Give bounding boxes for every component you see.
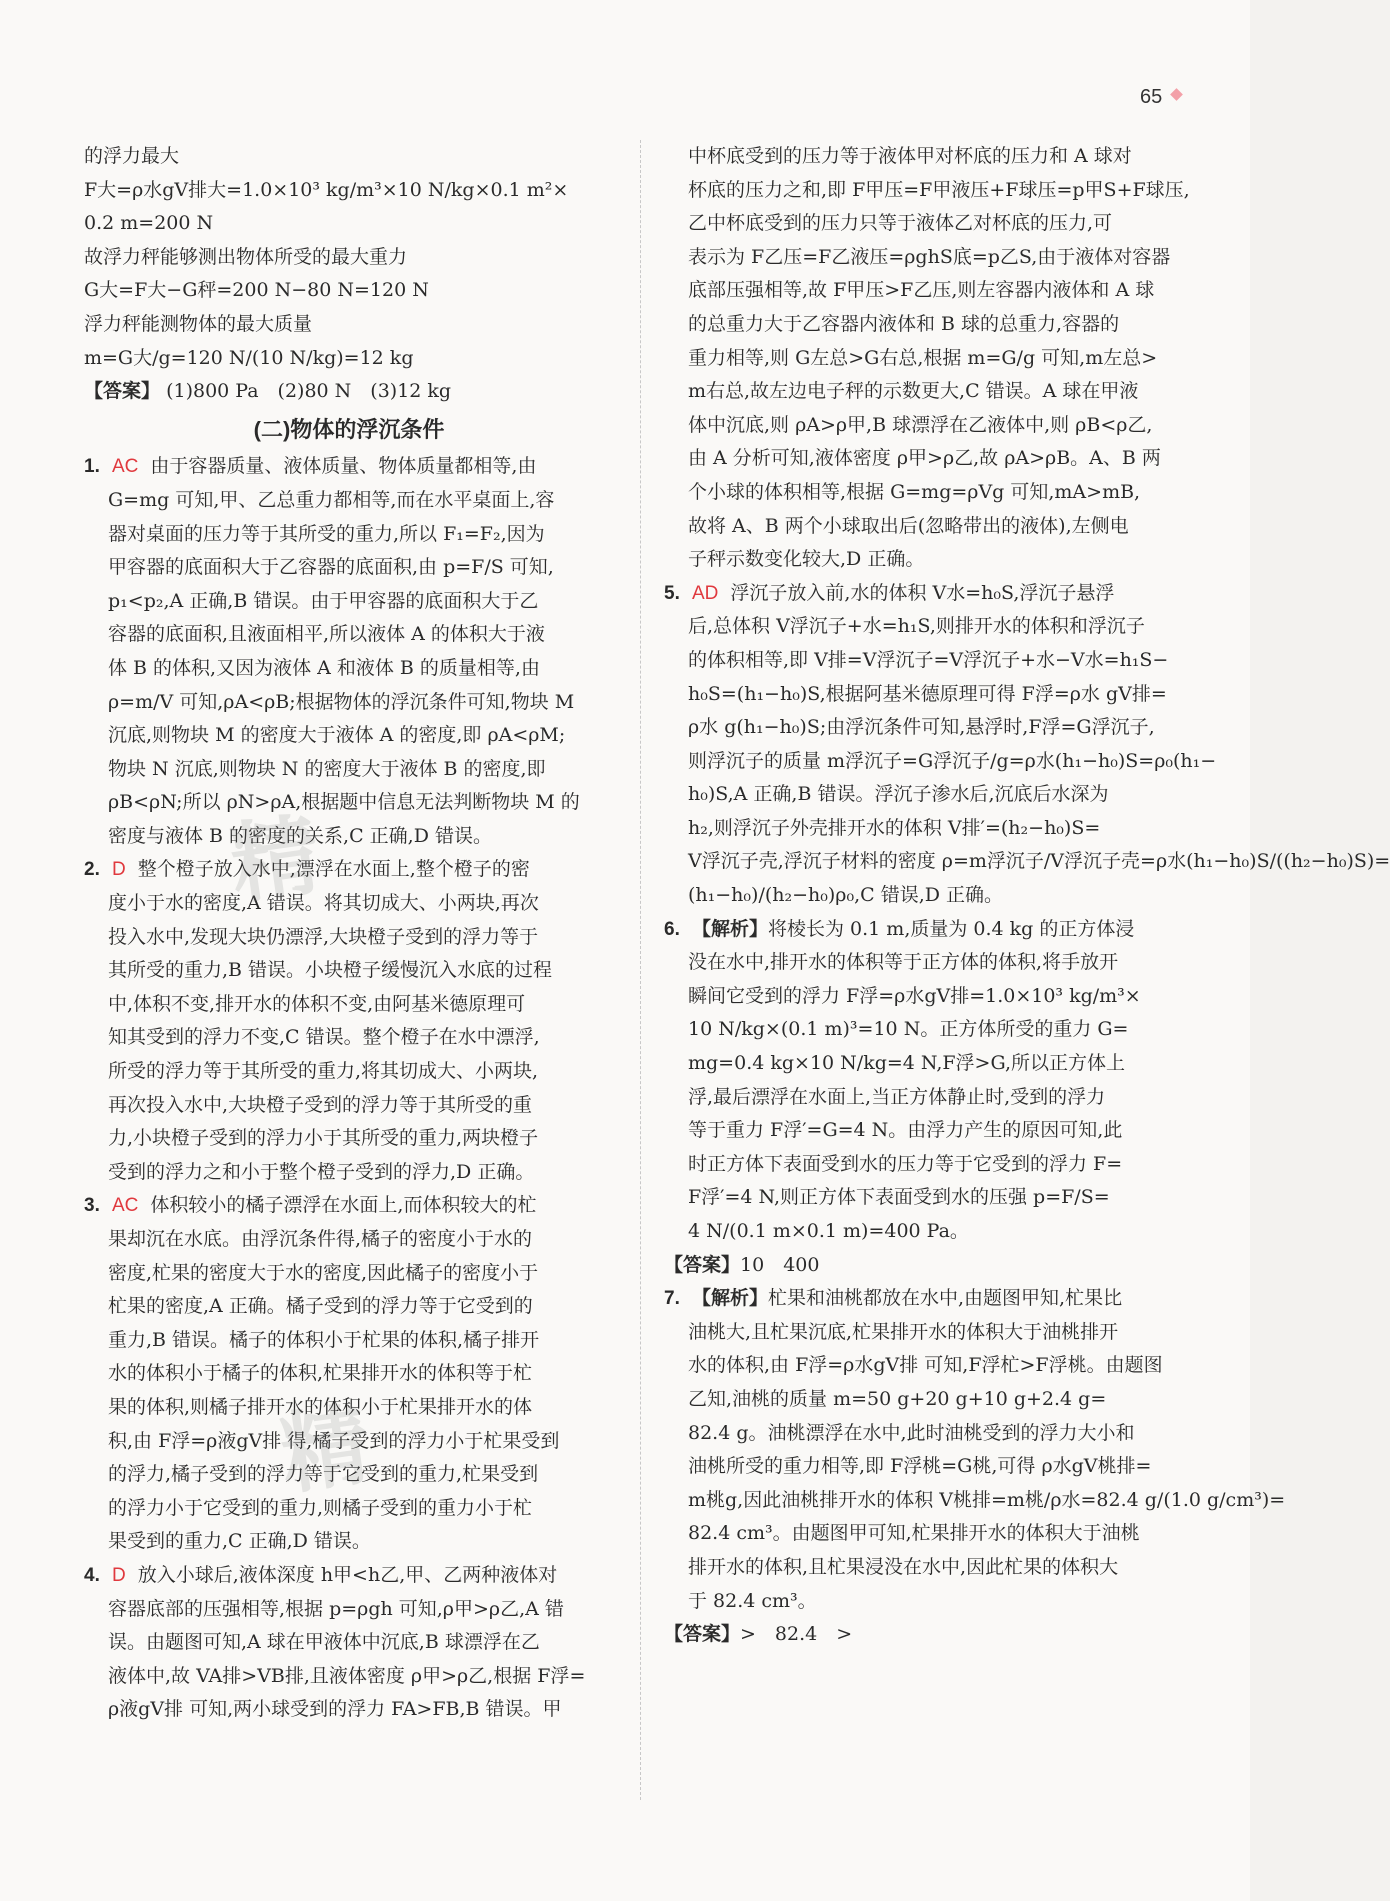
question-item bbox=[84, 1559, 614, 1727]
question-number: 7. bbox=[664, 1288, 680, 1310]
q4-continued bbox=[664, 140, 1194, 577]
prior-solution bbox=[84, 140, 614, 409]
text-line: 甲容器的底面积大于乙容器的底面积,由 p=F/S 可知, bbox=[108, 556, 554, 579]
question-6 bbox=[664, 913, 1194, 1283]
text-line: m右总,故左边电子秤的示数更大,C 错误。A 球在甲液 bbox=[688, 380, 1139, 403]
text-line: h₀S=(h₁−h₀)S,根据阿基米德原理可得 F浮=ρ水 gV排= bbox=[688, 682, 1167, 705]
text-line: 0.2 m=200 N bbox=[84, 212, 214, 235]
text-line: 容器底部的压强相等,根据 p=ρgh 可知,ρ甲>ρ乙,A 错 bbox=[108, 1597, 564, 1620]
text-line: 力,小块橙子受到的浮力小于其所受的重力,两块橙子 bbox=[108, 1127, 539, 1150]
text-line bbox=[664, 577, 1194, 611]
text-line: 个小球的体积相等,根据 G=mg=ρVg 可知,mA>mB, bbox=[688, 480, 1141, 503]
text-line: 杯底的压力之和,即 F甲压=F甲液压+F球压=p甲S+F球压, bbox=[688, 178, 1190, 201]
text-line: 等于重力 F浮′=G=4 N。由浮力产生的原因可知,此 bbox=[688, 1119, 1123, 1142]
line-text: 放入小球后,液体深度 h甲<h乙,甲、乙两种液体对 bbox=[137, 1563, 558, 1586]
answer-choice: AC bbox=[112, 456, 139, 478]
question-7 bbox=[664, 1282, 1286, 1652]
text-line: ρB<ρN;所以 ρN>ρA,根据题中信息无法判断物块 M 的 bbox=[108, 791, 580, 814]
text-line: 乙中杯底受到的压力只等于液体乙对杯底的压力,可 bbox=[688, 212, 1113, 235]
text-line: h₂,则浮沉子外壳排开水的体积 V排′=(h₂−h₀)S= bbox=[688, 816, 1101, 839]
text-line bbox=[664, 913, 1194, 947]
text-line: 投入水中,发现大块仍漂浮,大块橙子受到的浮力等于 bbox=[108, 925, 539, 948]
answer-choice: AD bbox=[692, 582, 719, 604]
text-line: 乙知,油桃的质量 m=50 g+20 g+10 g+2.4 g= bbox=[688, 1387, 1107, 1410]
question-list bbox=[84, 450, 614, 1727]
text-line: p₁<p₂,A 正确,B 错误。由于甲容器的底面积大于乙 bbox=[108, 589, 539, 612]
text-line: 故将 A、B 两个小球取出后(忽略带出的液体),左侧电 bbox=[688, 514, 1129, 537]
text-line: 10 N/kg×(0.1 m)³=10 N。正方体所受的重力 G= bbox=[688, 1018, 1129, 1041]
question-number: 3. bbox=[84, 1195, 100, 1217]
text-line: 果的体积,则橘子排开水的体积小于杧果排开水的体 bbox=[108, 1395, 533, 1418]
line-text: 体积较小的橘子漂浮在水面上,而体积较大的杧 bbox=[150, 1194, 537, 1217]
answer-line bbox=[664, 1618, 1194, 1652]
text-line: (h₁−h₀)/(h₂−h₀)ρ₀,C 错误,D 正确。 bbox=[688, 884, 1004, 907]
text-line bbox=[84, 1189, 614, 1223]
text-line: 的浮力小于它受到的重力,则橘子受到的重力小于杧 bbox=[108, 1496, 533, 1519]
question-number: 1. bbox=[84, 456, 100, 478]
question-5 bbox=[664, 577, 1390, 913]
text-line: 中,体积不变,排开水的体积不变,由阿基米德原理可 bbox=[108, 992, 526, 1015]
text-line: 误。由题图可知,A 球在甲液体中沉底,B 球漂浮在乙 bbox=[108, 1631, 540, 1654]
answer-choice: D bbox=[112, 859, 126, 881]
text-line: 瞬间它受到的浮力 F浮=ρ水gV排=1.0×10³ kg/m³× bbox=[688, 984, 1141, 1007]
answer-text: 10 400 bbox=[740, 1253, 820, 1276]
text-line: 重力,B 错误。橘子的体积小于杧果的体积,橘子排开 bbox=[108, 1328, 540, 1351]
text-line: 时正方体下表面受到水的压力等于它受到的浮力 F= bbox=[688, 1152, 1123, 1175]
text-line: 重力相等,则 G左总>G右总,根据 m=G/g 可知,m左总> bbox=[688, 346, 1158, 369]
text-line: h₀)S,A 正确,B 错误。浮沉子渗水后,沉底后水深为 bbox=[688, 783, 1109, 806]
answer-text: > 82.4 > bbox=[740, 1623, 853, 1646]
text-line: G大=F大−G秤=200 N−80 N=120 N bbox=[84, 279, 429, 302]
text-line: 故浮力秤能够测出物体所受的最大重力 bbox=[84, 245, 408, 268]
text-line: 密度与液体 B 的密度的关系,C 正确,D 错误。 bbox=[108, 824, 492, 847]
line-text: 浮沉子放入前,水的体积 V水=h₀S,浮沉子悬浮 bbox=[730, 581, 1115, 604]
line-text: 将棱长为 0.1 m,质量为 0.4 kg 的正方体浸 bbox=[768, 917, 1135, 940]
question-number: 4. bbox=[84, 1564, 100, 1586]
text-line: 果却沉在水底。由浮沉条件得,橘子的密度小于水的 bbox=[108, 1228, 533, 1250]
answer-label: 【答案】 bbox=[664, 1254, 741, 1276]
text-line: 所受的浮力等于其所受的重力,将其切成大、小两块, bbox=[108, 1060, 539, 1083]
answer-label: 【答案】 bbox=[664, 1624, 741, 1646]
question-number: 6. bbox=[664, 918, 680, 940]
text-line: m=G大/g=120 N/(10 N/kg)=12 kg bbox=[84, 346, 414, 369]
text-line: 于 82.4 cm³。 bbox=[688, 1589, 817, 1612]
text-line: 4 N/(0.1 m×0.1 m)=400 Pa。 bbox=[688, 1220, 969, 1242]
text-line: 知其受到的浮力不变,C 错误。整个橙子在水中漂浮, bbox=[108, 1026, 540, 1049]
text-line: 液体中,故 VA排>VB排,且液体密度 ρ甲>ρ乙,根据 F浮= bbox=[108, 1664, 586, 1687]
text-line: G=mg 可知,甲、乙总重力都相等,而在水平桌面上,容 bbox=[108, 488, 555, 511]
text-line: 没在水中,排开水的体积等于正方体的体积,将手放开 bbox=[688, 951, 1119, 974]
analysis-tag: 【解析】 bbox=[692, 1288, 769, 1310]
section-title: (二)物体的浮沉条件 bbox=[253, 416, 445, 442]
text-line: 积,由 F浮=ρ液gV排 得,橘子受到的浮力小于杧果受到 bbox=[108, 1429, 560, 1452]
text-line: ρ液gV排 可知,两小球受到的浮力 FA>FB,B 错误。甲 bbox=[108, 1698, 562, 1721]
text-line: F浮′=4 N,则正方体下表面受到水的压强 p=F/S= bbox=[688, 1186, 1110, 1209]
right-column bbox=[664, 140, 1390, 1652]
text-line: 的浮力最大 bbox=[84, 145, 180, 167]
answer-text: (1)800 Pa (2)80 N (3)12 kg bbox=[166, 380, 452, 403]
text-line: 中杯底受到的压力等于液体甲对杯底的压力和 A 球对 bbox=[688, 145, 1132, 167]
text-line: 物块 N 沉底,则物块 N 的密度大于液体 B 的密度,即 bbox=[108, 757, 546, 780]
text-line: 82.4 cm³。由题图甲可知,杧果排开水的体积大于油桃 bbox=[688, 1522, 1140, 1545]
text-line bbox=[664, 1282, 1194, 1316]
text-line: 82.4 g。油桃漂浮在水中,此时油桃受到的浮力大小和 bbox=[688, 1421, 1135, 1444]
answer-choice: AC bbox=[112, 1195, 139, 1217]
text-line: F大=ρ水gV排大=1.0×10³ kg/m³×10 N/kg×0.1 m²× bbox=[84, 178, 569, 201]
text-line bbox=[84, 450, 614, 484]
text-line: 水的体积,由 F浮=ρ水gV排 可知,F浮杧>F浮桃。由题图 bbox=[688, 1354, 1163, 1377]
text-line: 浮,最后漂浮在水面上,当正方体静止时,受到的浮力 bbox=[688, 1085, 1106, 1108]
watermark-stamp: 精 bbox=[274, 1391, 382, 1507]
text-line: 的总重力大于乙容器内液体和 B 球的总重力,容器的 bbox=[688, 312, 1120, 335]
text-line: 水的体积小于橘子的体积,杧果排开水的体积等于杧 bbox=[108, 1362, 533, 1385]
text-line: 排开水的体积,且杧果浸没在水中,因此杧果的体积大 bbox=[688, 1555, 1119, 1578]
answer-label: 【答案】 bbox=[84, 381, 161, 403]
column-divider bbox=[640, 140, 641, 1800]
text-line: 浮力秤能测物体的最大质量 bbox=[84, 312, 313, 335]
text-line: 度小于水的密度,A 错误。将其切成大、小两块,再次 bbox=[108, 892, 539, 915]
text-line: 的体积相等,即 V排=V浮沉子=V浮沉子+水−V水=h₁S− bbox=[688, 648, 1169, 671]
watermark-stamp: 精 bbox=[224, 801, 332, 917]
question-number: 5. bbox=[664, 582, 680, 604]
page-number: 65 bbox=[1140, 86, 1163, 108]
text-line: 器对桌面的压力等于其所受的重力,所以 F₁=F₂,因为 bbox=[108, 522, 545, 545]
text-line: V浮沉子壳,浮沉子材料的密度 ρ=m浮沉子/V浮沉子壳=ρ水(h₁−h₀)S/((h₂−h₀)S)= bbox=[688, 850, 1390, 873]
text-line: 受到的浮力之和小于整个橙子受到的浮力,D 正确。 bbox=[108, 1160, 535, 1183]
text-line: 则浮沉子的质量 m浮沉子=G浮沉子/g=ρ水(h₁−h₀)S=ρ₀(h₁− bbox=[688, 749, 1217, 772]
analysis-tag: 【解析】 bbox=[692, 918, 769, 940]
text-line: 子秤示数变化较大,D 正确。 bbox=[688, 548, 925, 571]
text-line: 再次投入水中,大块橙子受到的浮力等于其所受的重 bbox=[108, 1093, 533, 1116]
text-line: 其所受的重力,B 错误。小块橙子缓慢沉入水底的过程 bbox=[108, 959, 553, 982]
text-line: 体中沉底,则 ρA>ρ甲,B 球漂浮在乙液体中,则 ρB<ρ乙, bbox=[688, 413, 1153, 436]
answer-choice: D bbox=[112, 1564, 126, 1586]
text-line: mg=0.4 kg×10 N/kg=4 N,F浮>G,所以正方体上 bbox=[688, 1052, 1126, 1075]
question-number: 2. bbox=[84, 859, 100, 881]
text-line: 油桃所受的重力相等,即 F浮桃=G桃,可得 ρ水gV桃排= bbox=[688, 1455, 1152, 1478]
text-line: 容器的底面积,且液面相平,所以液体 A 的体积大于液 bbox=[108, 623, 545, 646]
text-line: 密度,杧果的密度大于水的密度,因此橘子的密度小于 bbox=[108, 1261, 539, 1284]
text-line: 由 A 分析可知,液体密度 ρ甲>ρ乙,故 ρA>ρB。A、B 两 bbox=[688, 447, 1161, 470]
text-line: 沉底,则物块 M 的密度大于液体 A 的密度,即 ρA<ρM; bbox=[108, 724, 566, 747]
answer-line bbox=[84, 375, 614, 409]
text-line: ρ水 g(h₁−h₀)S;由浮沉条件可知,悬浮时,F浮=G浮沉子, bbox=[688, 716, 1155, 739]
text-line: m桃g,因此油桃排开水的体积 V桃排=m桃/ρ水=82.4 g/(1.0 g/cm³)= bbox=[688, 1488, 1286, 1511]
text-line bbox=[84, 853, 614, 887]
text-line: ρ=m/V 可知,ρA<ρB;根据物体的浮沉条件可知,物块 M bbox=[108, 690, 575, 713]
answer-line bbox=[664, 1249, 1194, 1283]
line-text: 杧果和油桃都放在水中,由题图甲知,杧果比 bbox=[768, 1287, 1123, 1310]
line-text: 整个橙子放入水中,漂浮在水面上,整个橙子的密 bbox=[137, 858, 530, 881]
diamond-icon bbox=[1170, 88, 1183, 101]
text-line: 表示为 F乙压=F乙液压=ρghS底=p乙S,由于液体对容器 bbox=[688, 245, 1171, 268]
question-item bbox=[84, 450, 614, 853]
text-line: 的浮力,橘子受到的浮力等于它受到的重力,杧果受到 bbox=[108, 1463, 539, 1486]
text-line: 油桃大,且杧果沉底,杧果排开水的体积大于油桃排开 bbox=[688, 1320, 1119, 1343]
line-text: 由于容器质量、液体质量、物体质量都相等,由 bbox=[150, 455, 537, 478]
text-line: 底部压强相等,故 F甲压>F乙压,则左容器内液体和 A 球 bbox=[688, 279, 1155, 302]
text-line: 后,总体积 V浮沉子+水=h₁S,则排开水的体积和浮沉子 bbox=[688, 615, 1145, 638]
text-line: 果受到的重力,C 正确,D 错误。 bbox=[108, 1530, 371, 1553]
text-line: 体 B 的体积,又因为液体 A 和液体 B 的质量相等,由 bbox=[108, 656, 540, 679]
question-item bbox=[84, 853, 614, 1189]
text-line: 杧果的密度,A 正确。橘子受到的浮力等于它受到的 bbox=[108, 1295, 533, 1318]
text-line bbox=[84, 1559, 614, 1593]
